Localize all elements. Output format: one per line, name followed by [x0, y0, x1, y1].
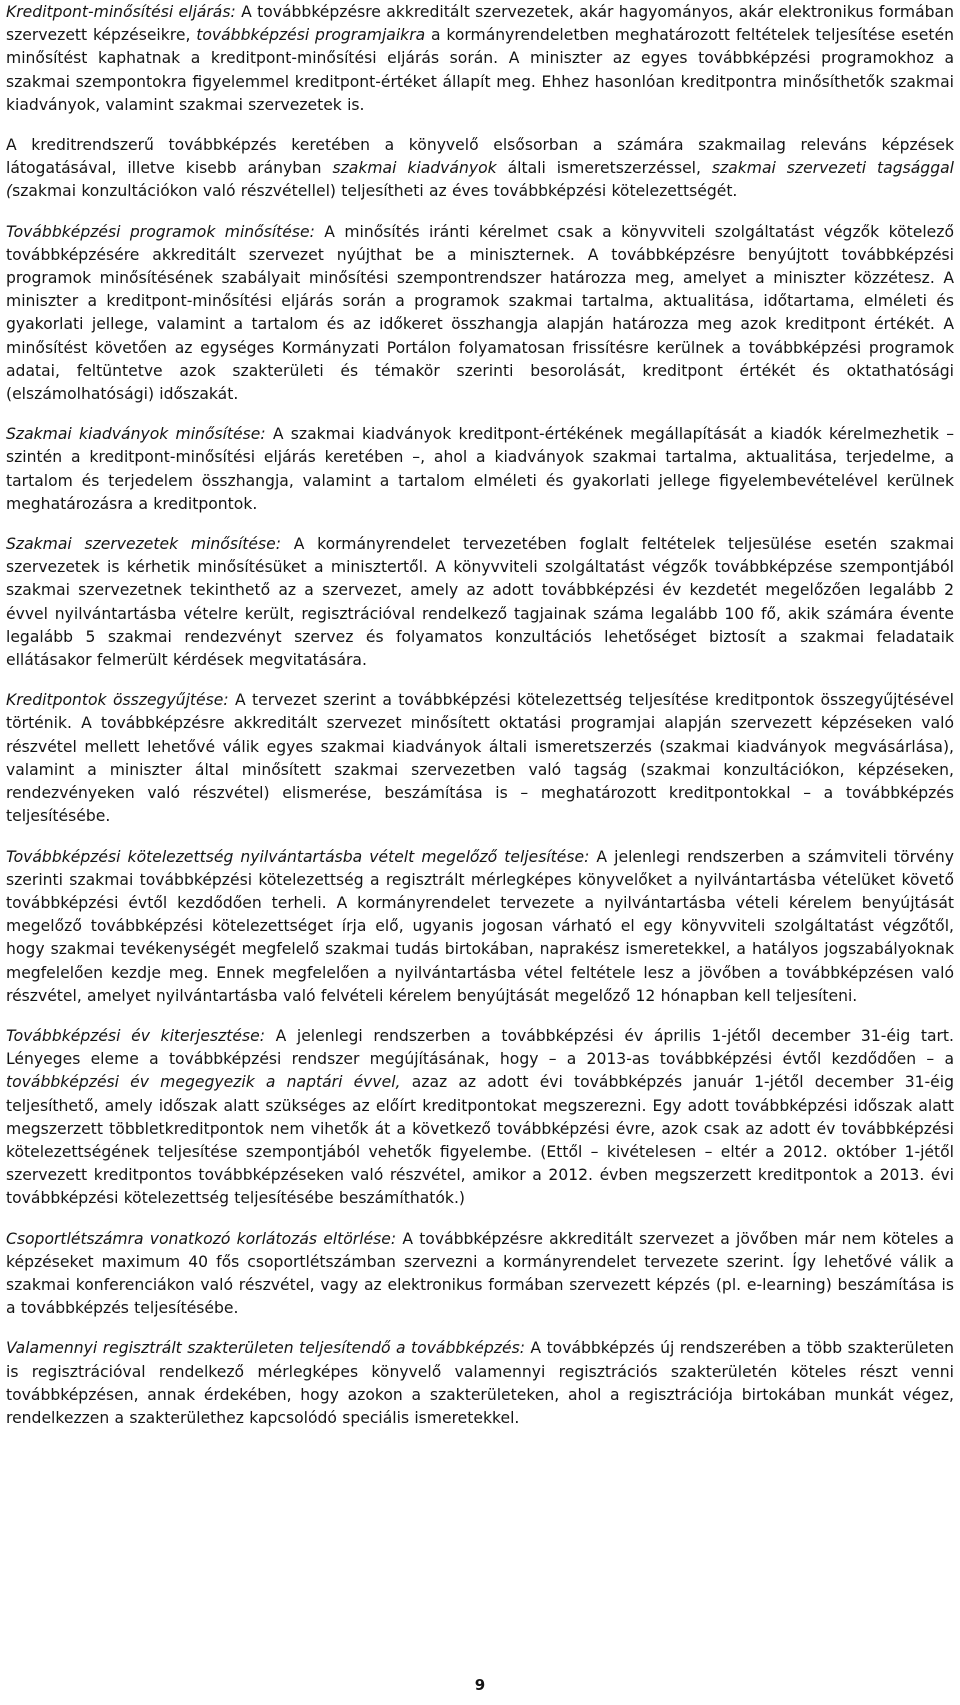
paragraph-kreditpontok-osszegyujtese	[6, 689, 954, 828]
italic-phrase: szakmai kiadványok	[332, 159, 497, 178]
paragraph-heading: Szakmai kiadványok minősítése:	[6, 425, 266, 444]
italic-phrase: továbbképzési év megegyezik a naptári évvel,	[6, 1073, 401, 1092]
paragraph-text: A tervezet szerint a továbbképzési kötelezettség teljesítése kreditpontok összegyűjtésével történik. A továbbképzésre akkreditált szervezet minősített oktatási programjai alapján szervezett képzéseken való részvétel mellett lehetővé válik egyes szakmai kiadványok általi ismeretszerzés (szakmai kiadványok megvásárlása), valamint a miniszter által minősített szakmai szervezetben való tagság (szakmai konzultációkon, képzéseken, rendezvényeken való részvétel) elismerése, beszámítása is – meghatározott kreditpontokkal – a továbbképzés teljesítésébe.	[6, 691, 954, 826]
paragraph-text: A szakmai kiadványok kreditpont-értékének megállapítását a kiadók kérelmezhetik – szintén a kreditpont-minősítési eljárás keretében –, ahol a kiadványok szakmai tartalma, aktualitása, terjedelme, a tartalom és terjedelem összhangja, valamint a tartalom elméleti és gyakorlati jellege figyelembevételével kerülnek meghatározásra a kreditpontok.	[6, 425, 954, 513]
paragraph-valamennyi-szakterulet	[6, 1337, 954, 1430]
paragraph-szakmai-kiadvanyok	[6, 423, 954, 516]
italic-phrase: továbbképzési programjaikra	[196, 26, 426, 45]
paragraph-tovabbkepzesi-programok	[6, 221, 954, 407]
paragraph-text: azaz az adott évi továbbképzés január 1-jétől december 31-éig teljesíthető, amely időszak alatt szükséges az előírt kreditpontokat megszerezni. Egy adott továbbképzési időszak alatt megszerzett többletkreditpontok nem vihetők át a következő továbbképzési évre, azok csak az adott év továbbképzési kötelezettségének teljesítése szempontjából vehetők figyelembe. (Ettől – kivételesen – eltér a 2012. október 1-jétől szervezett kreditpontos továbbképzéseken való részvétel, amikor a 2012. évben megszerzett kreditpontok a 2013. évi továbbképzési kötelezettség teljesítésébe beszámíthatók.)	[6, 1073, 954, 1208]
document-page	[6, 0, 954, 1430]
page-number: 9	[474, 1676, 486, 1694]
paragraph-heading: Szakmai szervezetek minősítése:	[6, 535, 281, 554]
paragraph-text: A jelenlegi rendszerben a továbbképzési év április 1-jétől december 31-éig tart. Lényeges eleme a továbbképzési rendszer megújításának, hogy – a 2013-as továbbképzési évtől kezdődően – a	[6, 1026, 954, 1069]
paragraph-text: A kreditrendszerű továbbképzés keretében a könyvelő elsősorban a számára szakmailag releváns képzések látogatásával, illetve kisebb arányban	[6, 136, 954, 178]
italic-phrase: szakmai szervezeti tagsággal (	[6, 159, 954, 201]
paragraph-heading: Továbbképzési programok minősítése:	[6, 222, 315, 241]
paragraph-text: A minősítés iránti kérelmet csak a könyvviteli szolgáltatást végzők kötelező továbbképzésére akkreditált szervezet nyújthat be a miniszternek. A továbbképzésre benyújtott továbbképzési programok minősítésének szabályait minősítési szempontrendszer határozza meg, amelyet a miniszter közzétesz. A miniszter a kreditpont-minősítési eljárás során a programok szakmai tartalma, aktualitása, időtartama, elméleti és gyakorlati jellege, valamint a tartalom és az időkeret összhangja alapján határozza meg azok kreditpont értékét. A minősítést követően az egységes Kormányzati Portálon folyamatosan frissítésre kerülnek a továbbképzési programok adatai, feltüntetve azok szakterületi és témakör szerinti besorolását, kreditpont értékét és oktathatósági (elszámolhatósági) időszakát.	[6, 222, 954, 404]
paragraph-heading: Valamennyi regisztrált szakterületen teljesítendő a továbbképzés:	[6, 1339, 525, 1358]
paragraph-heading: Kreditpont-minősítési eljárás:	[6, 3, 236, 21]
paragraph-kreditpont-minosites	[6, 1, 954, 117]
paragraph-heading: Kreditpontok összegyűjtése:	[6, 691, 229, 710]
paragraph-text: a kormányrendeletben meghatározott feltételek teljesítése esetén minősítést kaphatnak a kreditpont-minősítési eljárás során. A miniszter az egyes továbbképzési programokhoz a szakmai szempontokra figyelemmel kreditpont-értéket állapít meg. Ehhez hasonlóan kreditpontra minősíthetők szakmai kiadványok, valamint szakmai szervezetek is.	[6, 26, 954, 114]
paragraph-nyilvantartasba-vetel	[6, 846, 954, 1008]
paragraph-text: A kormányrendelet tervezetében foglalt feltételek teljesülése esetén szakmai szervezetek is kérhetik minősítésüket a minisztertől. A könyvviteli szolgáltatást végzők továbbképzése szempontjából szakmai szervezetnek tekinthető az a szervezet, amely az adott továbbképzési év kezdetét megelőzően legalább 2 évvel nyilvántartásba vételre került, regisztrációval rendelkező tagjainak száma legalább 100 fő, akik számára évente legalább 5 szakmai rendezvényt szervez és folyamatos konzultációs lehetőséget biztosít a szakmai feladataik ellátásakor felmerült kérdések megvitatására.	[6, 535, 954, 670]
paragraph-text: A jelenlegi rendszerben a számviteli törvény szerinti szakmai továbbképzési kötelezettség a regisztrált mérlegképes könyvelőket a nyilvántartásba vételüket követő továbbképzési évtől kezdődően terheli. A kormányrendelet tervezete a nyilvántartásba vételi kérelem benyújtását megelőző továbbképzési kötelezettséget írja elő, ugyanis jogosan várható el egy könyvviteli szolgáltatást végzőtől, hogy szakmai tevékenységét megfelelő szakmai tudás birtokában, naprakész ismeretekkel, a hatályos jogszabályoknak megfelelően kezdje meg. Ennek megfelelően a nyilvántartásba vétel feltétele lesz a jövőben a továbbképzésen való részvétel, amelyet nyilvántartásba való felvételi kérelem benyújtását megelőző 12 hónapban kell teljesíteni.	[6, 847, 954, 1005]
paragraph-text: A továbbképzés új rendszerében a több szakterületen is regisztrációval rendelkező mérlegképes könyvelő valamennyi regisztrációs szakterületén köteles részt venni továbbképzésen, annak érdekében, hogy azokon a szakterületeken, ahol a regisztrációja birtokában munkát végez, rendelkezzen a szakterülethez kapcsolódó speciális ismeretekkel.	[6, 1339, 955, 1427]
paragraph-tovabbkepzesi-ev	[6, 1025, 954, 1211]
paragraph-text: A továbbképzésre akkreditált szervezetek, akár hagyományos, akár elektronikus formában szervezett képzéseikre,	[6, 3, 954, 45]
paragraph-text: általi ismeretszerzéssel,	[496, 159, 712, 178]
paragraph-szakmai-szervezetek	[6, 533, 954, 672]
paragraph-heading: Továbbképzési év kiterjesztése:	[6, 1026, 265, 1045]
paragraph-csoportletszam	[6, 1228, 954, 1321]
paragraph-text: A továbbképzésre akkreditált szervezet a jövőben már nem köteles a képzéseket maximum 40 fős csoportlétszámban szervezni a kormányrendelet tervezete szerint. Így lehetővé válik a szakmai konferenciákon való részvétel, vagy az elektronikus formában szervezett képzés (pl. e-learning) beszámítása is a továbbképzés teljesítésébe.	[6, 1229, 955, 1318]
paragraph-text: szakmai konzultációkon való részvétellel) teljesítheti az éves továbbképzési kötelezettségét.	[12, 182, 738, 201]
paragraph-heading: Csoportlétszámra vonatkozó korlátozás eltörlése:	[6, 1229, 397, 1248]
paragraph-kreditrendszer	[6, 134, 954, 204]
paragraph-heading: Továbbképzési kötelezettség nyilvántartásba vételt megelőző teljesítése:	[6, 847, 590, 866]
